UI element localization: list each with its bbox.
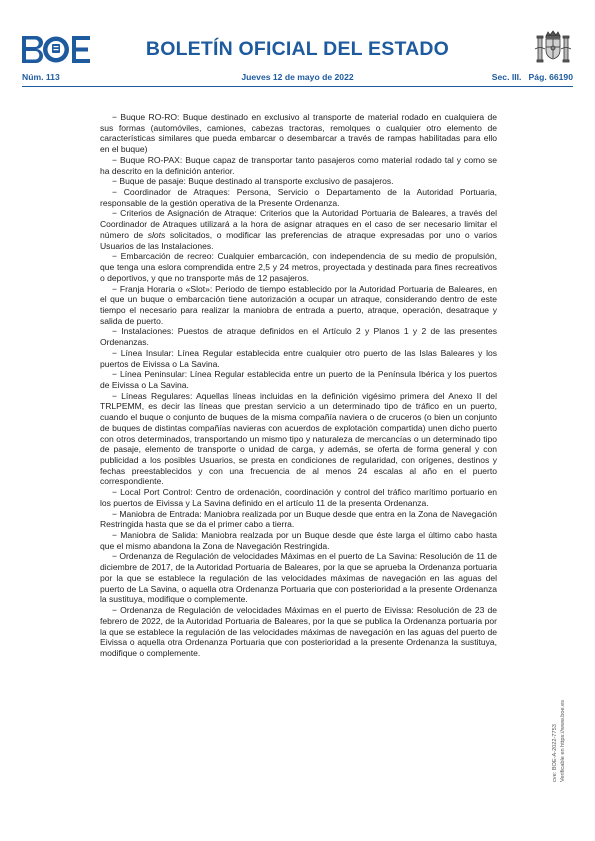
definition-paragraph xyxy=(100,208,497,251)
masthead-title: BOLETÍN OFICIAL DEL ESTADO xyxy=(145,38,450,60)
definition-paragraph: − Coordinador de Atraques: Persona, Servicio o Departamento de la Autoridad Portuaria, responsable de la gestión operativa de la Presente Ordenanza. xyxy=(100,187,497,208)
definition-paragraph: − Buque de pasaje: Buque destinado al transporte exclusivo de pasajeros. xyxy=(112,176,394,187)
document-body xyxy=(100,112,497,659)
spain-coat-of-arms-icon xyxy=(533,30,573,66)
definition-paragraph: − Ordenanza de Regulación de velocidades Máximas en el puerto de La Savina: Resolución de 11 de diciembre de 2017, de la Autoridad Portuaria de Baleares, por la que se aprueba la Ordenanza portuaria por la que se establece la regulación de las velocidades máximas de navegación en las aguas del puerto de La Savina, o aquella otra Ordenanza Portuaria que con posterioridad a la presente Ordenanza la sustituya, modifique o complemente. xyxy=(100,551,497,605)
definition-paragraph: − Líneas Regulares: Aquellas líneas incluidas en la definición vigésimo primera del Anexo II del TRLPEMM, es decir las líneas que prestan servicio a un determinado tipo de tráfico en un puerto, cuando el buque o conjunto de buques de la misma compañía naviera o de cruceros (o bien un conjunto de buques de distintas compañías navieras con acuerdos de explotación compartida) unen dicho puerto con otros determinados, transportando un mismo tipo y naturaleza de mercancías o un determinado tipo de pasaje, elemento de transporte o unidad de carga, y además, se oferta de forma general y con publicidad a los posibles Usuarios, se presta en condiciones de regularidad, con orígenes, destinos y fechas preestablecidos y con una frecuencia de al menos 24 escalas al año en el puerto correspondiente. xyxy=(100,390,497,487)
verification-url: Verificable en https://www.boe.es xyxy=(559,699,566,782)
definition-paragraph: − Local Port Control: Centro de ordenación, coordinación y control del tráfico marítimo portuario en los puertos de Eivissa y La Savina definido en el artículo 11 de la presenta Ordenanza. xyxy=(100,487,497,508)
sidenote-text xyxy=(552,700,567,782)
definition-paragraph: − Maniobra de Entrada: Maniobra realizada por un Buque desde que entra en la Zona de Navegación Restringida hasta que se da el primer cabo a tierra. xyxy=(100,508,497,530)
definition-paragraph: − Ordenanza de Regulación de velocidades Máximas en el puerto de Eivissa: Resolución de 23 de febrero de 2022, de la Autoridad Portuaria de Baleares, por la que se publica la Ordenanza portuaria por la que se establece la regulación de las velocidades máximas de navegación en las aguas del puerto de Eivissa o aquella otra Ordenanza Portuaria que con posterioridad a la presente Ordenanza la sustituya, modifique o complemente. xyxy=(100,605,497,658)
verification-sidenote xyxy=(552,672,582,782)
definition-paragraph: − Franja Horaria o «Slot»: Periodo de tiempo establecido por la Autoridad Portuaria de Baleares, en el que un buque o embarcación tiene autorización a ocupar un atraque, considerando dentro de este tiempo el necesario para realizar la maniobra de entrada a puerto, atraque, operación, desatraque y salida de puerto. xyxy=(100,283,497,326)
definition-paragraph: − Línea Peninsular: Línea Regular establecida entre un puerto de la Península Ibérica y los puertos de Eivissa o La Savina. xyxy=(100,369,497,390)
definition-paragraph: − Buque RO-RO: Buque destinado en exclusivo al transporte de material rodado en cualquiera de sus formas (automóviles, camiones, cabezas tractoras, remolques o cualquier otro elemento de características similares que pueda embarcar o desembarcar a través de rampas habilitadas para ello en el buque) xyxy=(100,112,497,155)
paragraph-text: − Criterios de Asignación de Atraque: Criterios que la Autoridad Portuaria de Baleares, a través del Coordinador de Atraques utilizará a la hora de asignar atraques en el caso de ser necesario limitar el número de xyxy=(100,208,497,240)
definition-paragraph: − Línea Insular: Línea Regular establecida entre cualquier otro puerto de las Islas Baleares y los puertos de Eivissa o La Savina. xyxy=(100,347,497,369)
issue-meta-bar xyxy=(22,72,573,86)
definition-paragraph: − Instalaciones: Puestos de atraque definidos en el Artículo 2 y Planos 1 y 2 de las presentes Ordenanzas. xyxy=(100,326,497,348)
cve-code: cve: BOE-A-2022-7753 xyxy=(552,724,558,782)
header-rule xyxy=(22,86,573,87)
definition-paragraph: − Embarcación de recreo: Cualquier embarcación, con independencia de su medio de propulsión, que tenga una eslora comprendida entre 2,5 y 24 metros, proyectada y destinada para fines recreativos o deportivos, y que no transporte más de 12 pasajeros. xyxy=(100,251,497,283)
definition-paragraph: − Buque RO-PAX: Buque capaz de transportar tanto pasajeros como material rodado tal y como se ha descrito en la definición anterior. xyxy=(100,154,497,176)
issue-number: Núm. 113 xyxy=(22,72,60,82)
italic-term: slots xyxy=(147,229,166,240)
paragraph-text: solicitados, o modificar las preferencias de atraque expresadas por uno o varios Usuarios de las Instalaciones. xyxy=(100,229,497,251)
section-and-page: Sec. III. Pág. 66190 xyxy=(491,72,573,82)
definition-paragraph: − Maniobra de Salida: Maniobra realzada por un Buque desde que éste larga el último cabo hasta que el mismo abandona la Zona de Navegación Restringida. xyxy=(100,530,497,551)
issue-date: Jueves 12 de mayo de 2022 xyxy=(241,72,354,82)
